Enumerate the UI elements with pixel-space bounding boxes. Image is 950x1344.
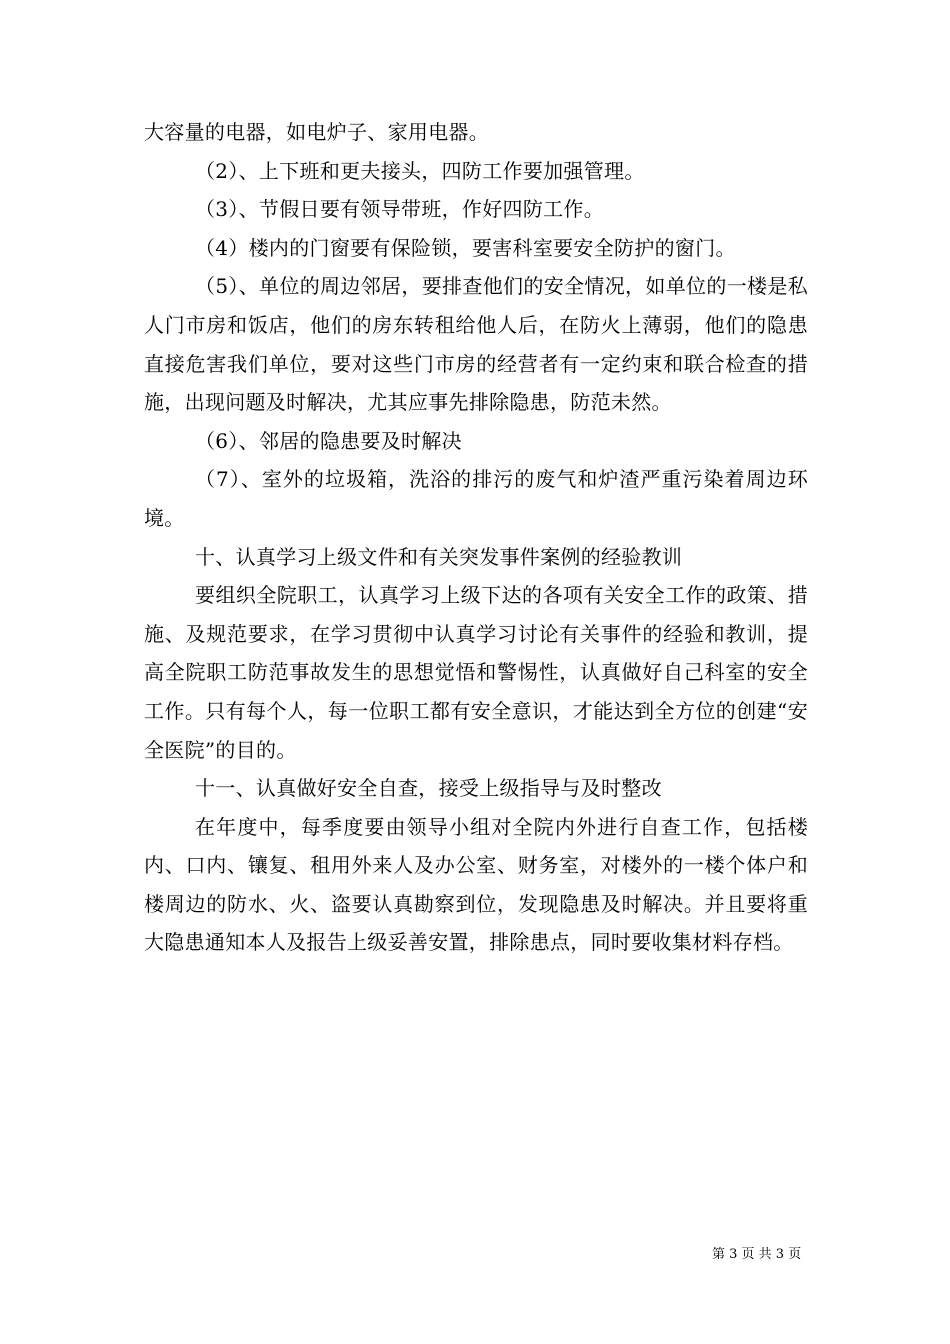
section-heading-11: 十一、认真做好安全自查，接受上级指导与及时整改 — [195, 776, 662, 801]
section-body-10: 要组织全院职工，认真学习上级下达的各项有关安全工作的政策、措施、及规范要求，在学习贯彻中认真学习讨论有关事件的经验和教训，提高全院职工防范事故发生的思想觉悟和警惕性，认真做好自己科室的安全工作。只有每个人，每一位职工都有安全意识，才能达到全方位的创建“安全医院”的目的。 — [144, 583, 808, 762]
page-number-footer: 第 3 页 共 3 页 — [712, 1247, 802, 1262]
paragraph-item-3: （3）、节假日要有领导带班，作好四防工作。 — [195, 197, 605, 222]
paragraph-continuation: 大容量的电器，如电炉子、家用电器。 — [144, 120, 490, 144]
paragraph-item-2: （2）、上下班和更夫接头，四防工作要加强管理。 — [195, 158, 645, 183]
paragraph-item-7: （7）、室外的垃圾箱，洗浴的排污的废气和炉渣严重污染着周边环境。 — [144, 467, 808, 530]
paragraph-item-5: （5）、单位的周边邻居，要排查他们的安全情况，如单位的一楼是私人门市房和饭店，他们的房东转租给他人后，在防火上薄弱，他们的隐患直接危害我们单位，要对这些门市房的经营者有一定约束和联合检查的措施，出现问题及时解决，尤其应事先排除隐患，防范未然。 — [144, 274, 808, 415]
document-body — [144, 113, 808, 962]
section-body-11: 在年度中，每季度要由领导小组对全院内外进行自查工作，包括楼内、口内、镶复、租用外来人及办公室、财务室，对楼外的一楼个体户和楼周边的防水、火、盗要认真勘察到位，发现隐患及时解决。并且要将重大隐患通知本人及报告上级妥善安置，排除患点，同时要收集材料存档。 — [144, 814, 808, 955]
paragraph-item-6: （6）、邻居的隐患要及时解决 — [195, 428, 462, 453]
paragraph-item-4: （4）楼内的门窗要有保险锁，要害科室要安全防护的窗门。 — [195, 235, 736, 260]
section-heading-10: 十、认真学习上级文件和有关突发事件案例的经验教训 — [195, 544, 683, 569]
